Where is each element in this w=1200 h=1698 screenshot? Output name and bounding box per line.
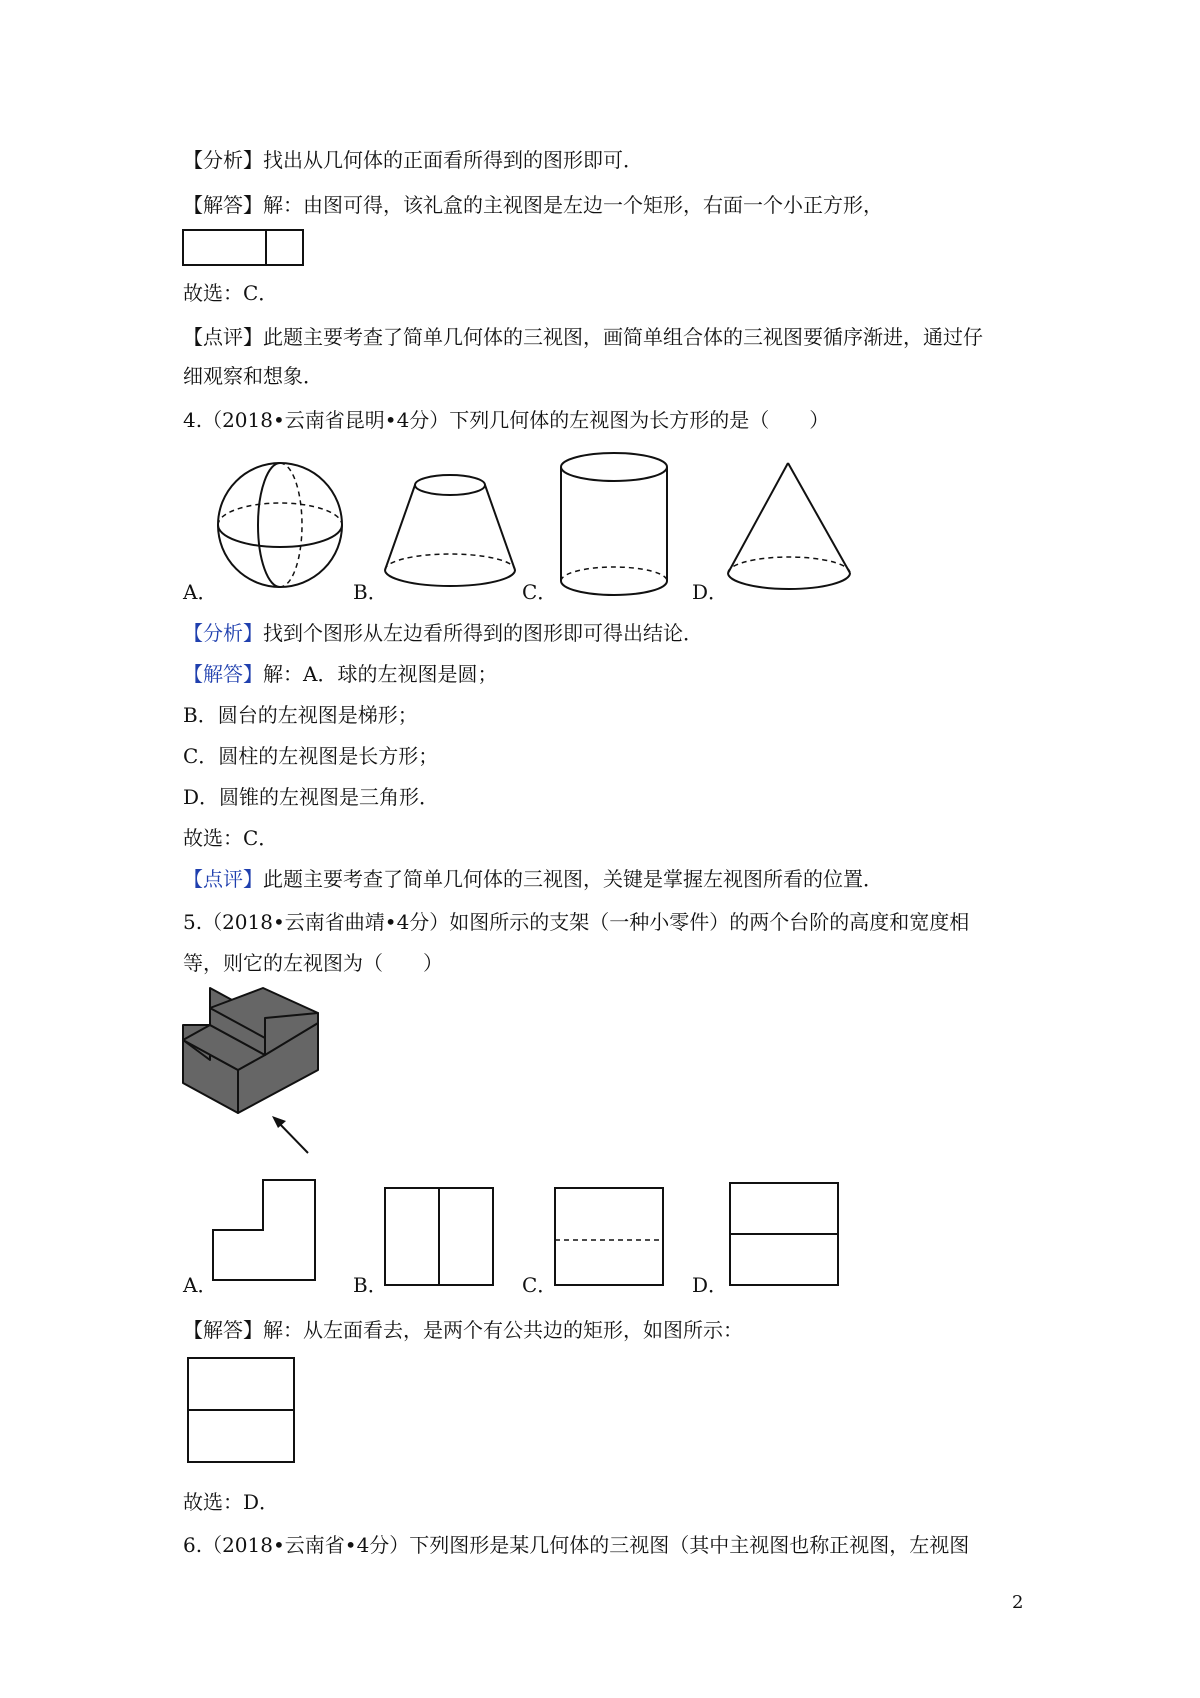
q4-option-b: B． bbox=[353, 580, 388, 604]
q4-line-c: C．圆柱的左视图是长方形； bbox=[183, 744, 439, 768]
q4-analysis-tag: 【分析】 bbox=[183, 621, 263, 645]
q5-answer-tag: 【解答】 bbox=[183, 1318, 263, 1342]
q3-comment-line1 bbox=[183, 322, 983, 352]
q4-option-c: C． bbox=[522, 580, 558, 604]
q4-choice: 故选：C． bbox=[183, 826, 279, 850]
q5-option-c-figure bbox=[550, 1185, 668, 1288]
q3-analysis-tag: 【分析】 bbox=[183, 148, 263, 172]
q3-analysis bbox=[183, 145, 643, 175]
q4-option-a: A． bbox=[183, 580, 218, 604]
q5-choice: 故选：D． bbox=[183, 1490, 280, 1514]
q5-option-d-figure bbox=[725, 1180, 845, 1288]
q3-answer bbox=[183, 190, 883, 220]
q3-front-view-figure bbox=[180, 228, 310, 268]
q3-answer-text: 解：由图可得，该礼盒的主视图是左边一个矩形，右面一个小正方形， bbox=[263, 193, 883, 217]
q4-comment-text: 此题主要考查了简单几何体的三视图，关键是掌握左视图所看的位置． bbox=[263, 867, 883, 891]
cone-figure bbox=[720, 455, 860, 600]
q5-option-b: B． bbox=[353, 1273, 388, 1297]
q4-analysis-text: 找到个图形从左边看所得到的图形即可得出结论． bbox=[263, 621, 703, 645]
cylinder-figure bbox=[550, 445, 680, 605]
frustum-figure bbox=[375, 465, 525, 595]
q4-answer bbox=[183, 659, 497, 689]
bracket-solid-figure bbox=[180, 985, 330, 1165]
q4-line-d: D．圆锥的左视图是三角形． bbox=[183, 785, 440, 809]
q5-answer-figure bbox=[185, 1355, 300, 1465]
sphere-figure bbox=[205, 445, 355, 605]
q5-stem-line2: 等，则它的左视图为（ ） bbox=[183, 951, 443, 975]
page-number: 2 bbox=[1012, 1592, 1024, 1613]
q5-answer-text: 解：从左面看去，是两个有公共边的矩形，如图所示： bbox=[263, 1318, 743, 1342]
q6-stem: 6.（2018•云南省•4分）下列图形是某几何体的三视图（其中主视图也称正视图，左视图 bbox=[183, 1533, 970, 1557]
q4-answer-tag: 【解答】 bbox=[183, 662, 263, 686]
q4-option-d: D． bbox=[692, 580, 729, 604]
q5-answer bbox=[183, 1315, 743, 1345]
q3-comment-text: 此题主要考查了简单几何体的三视图，画简单组合体的三视图要循序渐进，通过仔 bbox=[263, 325, 983, 349]
q3-answer-tag: 【解答】 bbox=[183, 193, 263, 217]
q4-comment-tag: 【点评】 bbox=[183, 867, 263, 891]
q3-choice: 故选：C． bbox=[183, 281, 279, 305]
q4-line-b: B．圆台的左视图是梯形； bbox=[183, 703, 418, 727]
q4-comment bbox=[183, 864, 883, 894]
q5-option-b-figure bbox=[380, 1185, 500, 1288]
q5-option-d: D． bbox=[692, 1273, 729, 1297]
q3-comment-tag: 【点评】 bbox=[183, 325, 263, 349]
q4-analysis bbox=[183, 618, 703, 648]
q5-stem-line1: 5.（2018•云南省曲靖•4分）如图所示的支架（一种小零件）的两个台阶的高度和宽度相 bbox=[183, 910, 970, 934]
q5-option-c: C． bbox=[522, 1273, 558, 1297]
q3-analysis-text: 找出从几何体的正面看所得到的图形即可． bbox=[263, 148, 643, 172]
q5-option-a: A． bbox=[183, 1273, 218, 1297]
q4-answer-text: 解：A．球的左视图是圆； bbox=[263, 662, 498, 686]
q5-option-a-figure bbox=[205, 1172, 330, 1288]
q4-stem: 4.（2018•云南省昆明•4分）下列几何体的左视图为长方形的是（ ） bbox=[183, 408, 830, 432]
q3-comment-line2: 细观察和想象． bbox=[183, 364, 323, 388]
